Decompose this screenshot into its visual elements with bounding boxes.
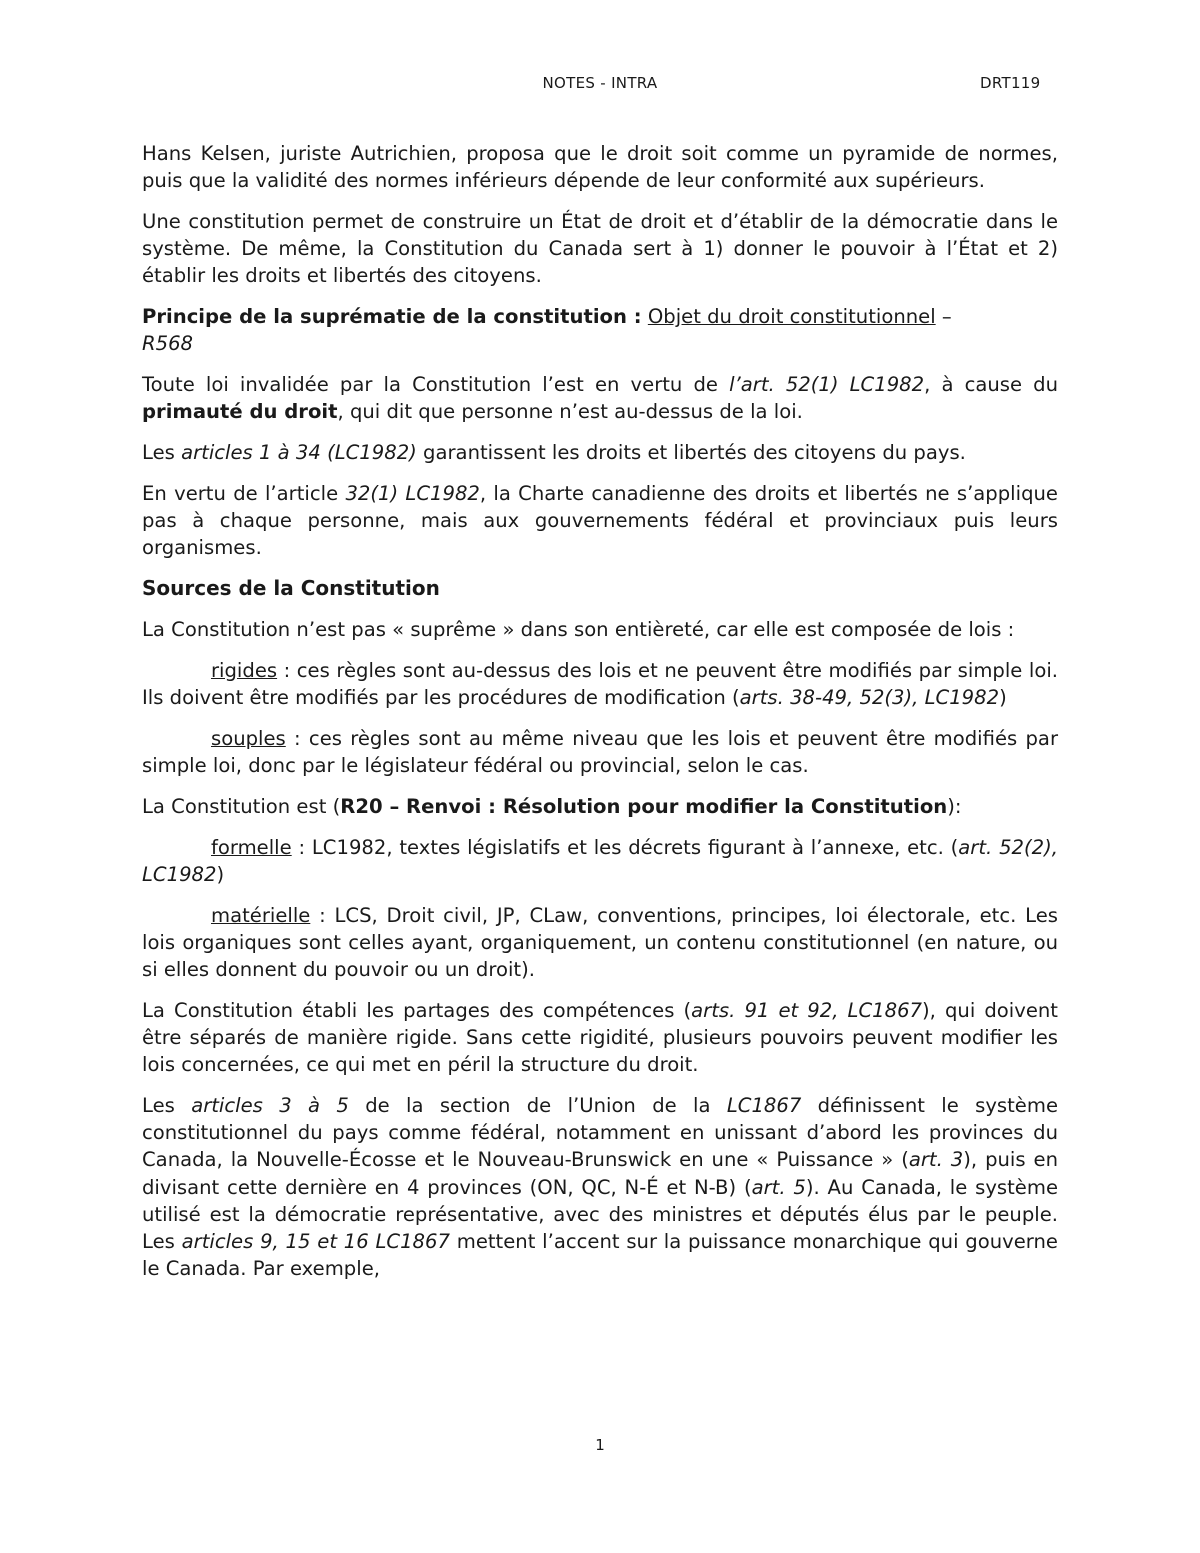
text: : ces règles sont au-dessus des lois et ne peuvent être modifiés par simple loi. Ils doivent être modifiés par les procédures de modification ( bbox=[142, 658, 1058, 709]
citation: art. 3 bbox=[908, 1148, 964, 1172]
paragraph-articles-1-34 bbox=[142, 439, 1058, 466]
text: ), puis en divisant cette dernière en 4 provinces (ON, QC, N-É et N-B) ( bbox=[142, 1148, 1058, 1199]
header-title: NOTES - INTRA bbox=[542, 74, 658, 92]
citation: articles 3 à 5 bbox=[191, 1094, 349, 1117]
paragraph-constitution-role: Une constitution permet de construire un État de droit et d’établir de la démocratie dans le système. De même, la Constitution du Canada sert à 1) donner le pouvoir à l’État et 2) établir les droits et libertés des citoyens. bbox=[142, 210, 1058, 288]
text: En vertu de l’article bbox=[142, 482, 346, 505]
citation: LC1867 bbox=[726, 1094, 802, 1117]
bold-reference: R20 – Renvoi : Résolution pour modifier la Constitution bbox=[340, 794, 948, 818]
paragraph-rigid bbox=[142, 657, 1058, 711]
paragraph-flexible bbox=[142, 725, 1058, 779]
citation: articles 9, 15 et 16 LC1867 bbox=[181, 1230, 450, 1254]
heading-sources bbox=[142, 575, 1058, 602]
paragraph-union bbox=[142, 1092, 1058, 1282]
text: de la section de l’Union de la bbox=[348, 1094, 727, 1117]
text: mettent l’accent sur la puissance monarchique qui gouverne le Canada. Par exemple, bbox=[142, 1230, 1058, 1281]
text: ), qui doivent être séparés de manière rigide. Sans cette rigidité, plusieurs pouvoirs peuvent modifier les lois concernées, ce qui met en péril la structure du droit. bbox=[142, 998, 1058, 1077]
citation: l’art. 52(1) LC1982 bbox=[729, 373, 925, 397]
text: : LCS, Droit civil, JP, CLaw, conventions, principes, loi électorale, etc. Les lois organiques sont celles ayant, organiquement, un contenu constitutionnel (en nature, ou si elles donnent du pouvoir ou un droit). bbox=[142, 903, 1058, 981]
text: Toute loi invalidée par la Constitution l’est en vertu de bbox=[142, 373, 730, 397]
citation: art. 52(2), LC1982 bbox=[142, 835, 1058, 886]
text: , à cause du bbox=[924, 373, 1058, 397]
heading-supremacy bbox=[142, 303, 1058, 357]
term-materielle: matérielle bbox=[211, 903, 311, 927]
citation: 32(1) LC1982 bbox=[345, 482, 480, 505]
text: ). Au Canada, le système utilisé est la démocratie représentative, avec des ministres et députés élus par le peuple. Les bbox=[142, 1175, 1058, 1254]
paragraph-material bbox=[142, 902, 1058, 984]
text: , la Charte canadienne des droits et libertés ne s’applique pas à chaque personne, mais aux gouvernements fédéral et provinciaux puis leurs organismes. bbox=[142, 482, 1058, 560]
page-number: 1 bbox=[595, 1436, 605, 1454]
text: Les bbox=[142, 441, 182, 465]
text: La Constitution établi les partages des compétences ( bbox=[142, 998, 692, 1022]
bold-term: primauté du droit bbox=[142, 400, 338, 424]
heading-supremacy-object: Objet du droit constitutionnel bbox=[647, 305, 936, 329]
citation: art. 5 bbox=[751, 1175, 806, 1199]
paragraph-not-supreme: La Constitution n’est pas « suprême » dans son entièreté, car elle est composée de lois : bbox=[142, 618, 1015, 641]
paragraph-formal bbox=[142, 834, 1058, 888]
header-course-code: DRT119 bbox=[980, 74, 1041, 92]
text: ) bbox=[216, 862, 225, 886]
text: , qui dit que personne n’est au-dessus de la loi. bbox=[337, 400, 803, 424]
citation: arts. 38-49, 52(3), LC1982 bbox=[739, 686, 1000, 709]
text: : ces règles sont au même niveau que les lois et peuvent être modifiés par simple loi, donc par le législateur fédéral ou provincial, selon le cas. bbox=[142, 726, 1058, 777]
text: garantissent les droits et libertés des citoyens du pays. bbox=[416, 441, 966, 465]
heading-sources-title: Sources de la Constitution bbox=[142, 576, 440, 601]
document-body bbox=[142, 140, 1058, 1296]
text: ): bbox=[947, 794, 962, 818]
text: ) bbox=[999, 686, 1007, 709]
heading-supremacy-dash: – bbox=[935, 305, 952, 329]
text: La Constitution est ( bbox=[142, 794, 341, 818]
paragraph-charter-application bbox=[142, 480, 1058, 562]
citation: articles 1 à 34 (LC1982) bbox=[181, 441, 417, 465]
paragraph-competences bbox=[142, 997, 1058, 1079]
term-rigides: rigides bbox=[211, 658, 278, 682]
text: Les bbox=[142, 1094, 192, 1117]
text: : LC1982, textes législatifs et les décrets figurant à l’annexe, etc. ( bbox=[291, 835, 959, 859]
term-souples: souples bbox=[211, 726, 286, 750]
heading-supremacy-ref: R568 bbox=[142, 332, 194, 356]
heading-supremacy-title: Principe de la suprématie de la constitution : bbox=[142, 305, 642, 329]
paragraph-invalid-law bbox=[142, 371, 1058, 425]
paragraph-constitution-is bbox=[142, 793, 1058, 820]
citation: arts. 91 et 92, LC1867 bbox=[691, 998, 923, 1022]
term-formelle: formelle bbox=[211, 835, 292, 859]
paragraph-kelsen: Hans Kelsen, juriste Autrichien, proposa que le droit soit comme un pyramide de normes, puis que la validité des normes inférieurs dépende de leur conformité aux supérieurs. bbox=[142, 142, 1058, 193]
text: définissent le système constitutionnel du pays comme fédéral, notamment en unissant d’abord les provinces du Canada, la Nouvelle-Écosse et le Nouveau-Brunswick en une « Puissance » ( bbox=[142, 1094, 1059, 1172]
